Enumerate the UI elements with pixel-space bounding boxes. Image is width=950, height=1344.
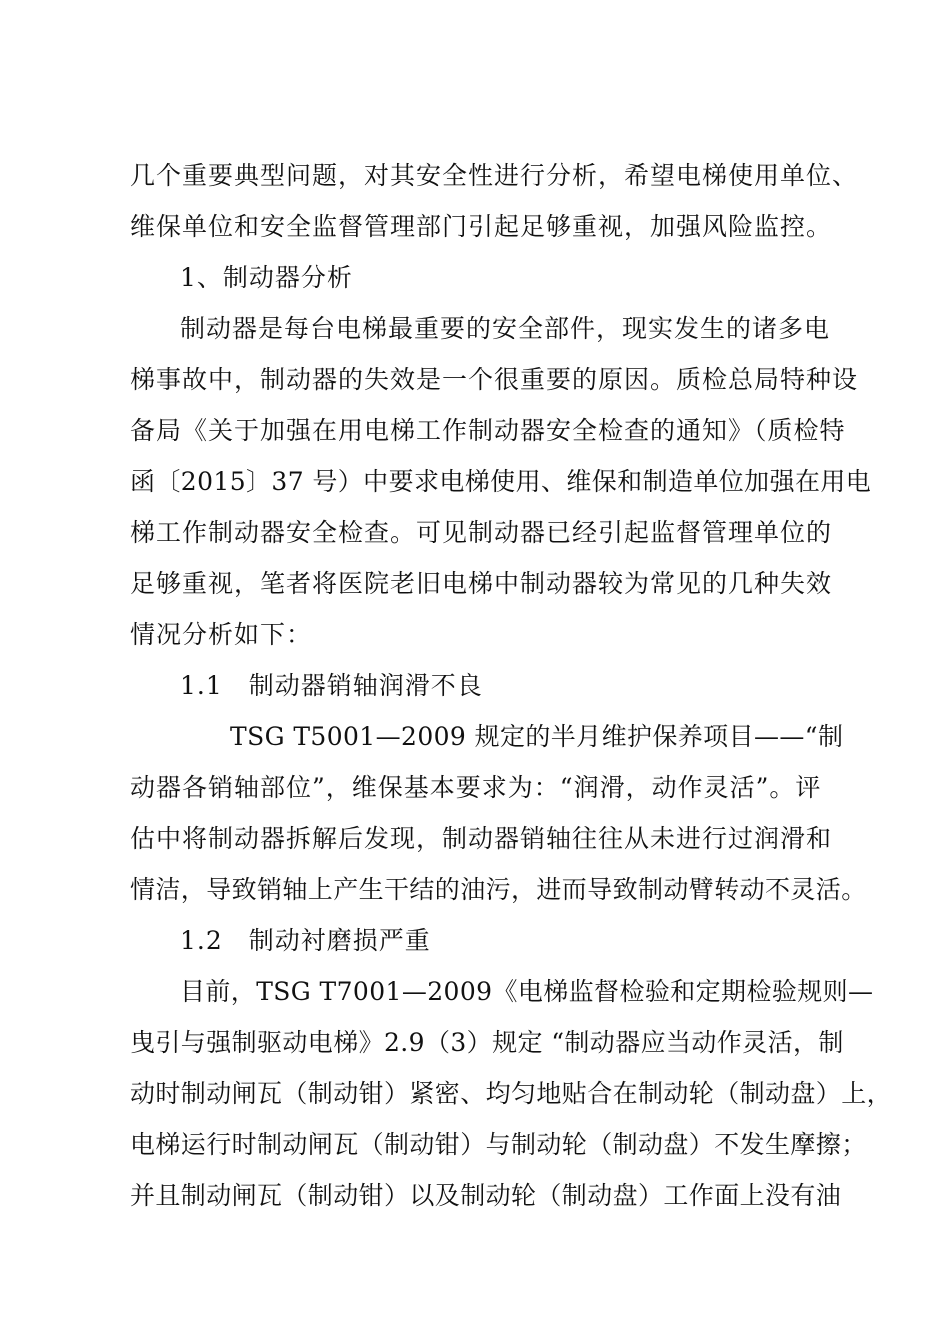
paragraph-line: 动时制动闸瓦（制动钳）紧密、均匀地贴合在制动轮（制动盘）上， — [130, 1079, 893, 1108]
paragraph-line: 函〔2015〕37 号）中要求电梯使用、维保和制造单位加强在用电 — [130, 467, 872, 496]
paragraph-line: 估中将制动器拆解后发现，制动器销轴往往从未进行过润滑和 — [130, 824, 833, 853]
paragraph-line: 制动器是每台电梯最重要的安全部件，现实发生的诸多电 — [180, 314, 831, 343]
subsection-heading: 1.1 制动器销轴润滑不良 — [180, 671, 483, 700]
paragraph-line: 曳引与强制驱动电梯》2.9（3）规定 “制动器应当动作灵活，制 — [130, 1028, 844, 1057]
paragraph-line: 几个重要典型问题，对其安全性进行分析，希望电梯使用单位、 — [130, 161, 859, 190]
paragraph-line: 情况分析如下： — [130, 620, 313, 649]
paragraph-line: 动器各销轴部位”，维保基本要求为：“润滑，动作灵活”。评 — [130, 773, 822, 802]
document-body — [130, 150, 893, 1221]
paragraph-line: 并且制动闸瓦（制动钳）以及制动轮（制动盘）工作面上没有油 — [130, 1181, 842, 1210]
subsection-heading: 1.2 制动衬磨损严重 — [180, 926, 431, 955]
section-heading: 1、制动器分析 — [180, 263, 353, 292]
paragraph-line: 足够重视，笔者将医院老旧电梯中制动器较为常见的几种失效 — [130, 569, 833, 598]
paragraph-line: 情洁，导致销轴上产生干结的油污，进而导致制动臂转动不灵活。 — [130, 875, 867, 904]
paragraph-line: 电梯运行时制动闸瓦（制动钳）与制动轮（制动盘）不发生摩擦； — [130, 1130, 867, 1159]
paragraph-line: 梯事故中，制动器的失效是一个很重要的原因。质检总局特种设 — [130, 365, 859, 394]
paragraph-line: 目前，TSG T7001—2009《电梯监督检验和定期检验规则— — [180, 977, 874, 1006]
paragraph-line: TSG T5001—2009 规定的半月维护保养项目——“制 — [230, 722, 844, 751]
paragraph-line: 维保单位和安全监督管理部门引起足够重视，加强风险监控。 — [130, 212, 833, 241]
paragraph-line: 梯工作制动器安全检查。可见制动器已经引起监督管理单位的 — [130, 518, 833, 547]
paragraph-line: 备局《关于加强在用电梯工作制动器安全检查的通知》（质检特 — [130, 416, 846, 445]
